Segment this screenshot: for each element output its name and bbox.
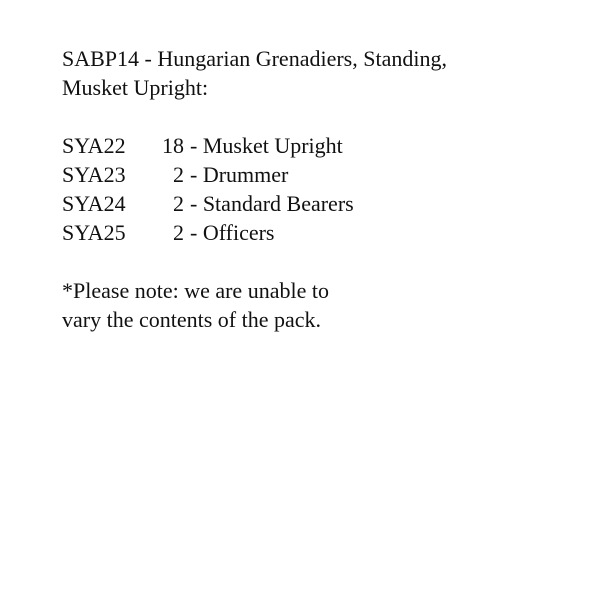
item-quantity: 18 xyxy=(162,133,184,158)
item-description: - Drummer xyxy=(190,162,289,187)
item-description: - Standard Bearers xyxy=(190,191,354,216)
item-code: SYA23 xyxy=(62,162,126,187)
pack-item-row xyxy=(62,131,582,160)
item-quantity: 2 xyxy=(173,191,184,216)
note-line-1: *Please note: we are unable to xyxy=(62,278,329,303)
product-description xyxy=(62,44,582,334)
item-code: SYA22 xyxy=(62,133,126,158)
spacer xyxy=(62,102,582,131)
item-quantity: 2 xyxy=(173,162,184,187)
pack-item-row xyxy=(62,189,582,218)
pack-title-line-1: SABP14 - Hungarian Grenadiers, Standing, xyxy=(62,46,447,71)
pack-title-line-2: Musket Upright: xyxy=(62,75,209,100)
item-code: SYA24 xyxy=(62,191,126,216)
item-description: - Officers xyxy=(190,220,275,245)
pack-item-row xyxy=(62,218,582,247)
item-quantity: 2 xyxy=(173,220,184,245)
item-description: - Musket Upright xyxy=(190,133,343,158)
item-code: SYA25 xyxy=(62,220,126,245)
note-line-2: vary the contents of the pack. xyxy=(62,307,322,332)
pack-item-row xyxy=(62,160,582,189)
spacer xyxy=(62,247,582,276)
